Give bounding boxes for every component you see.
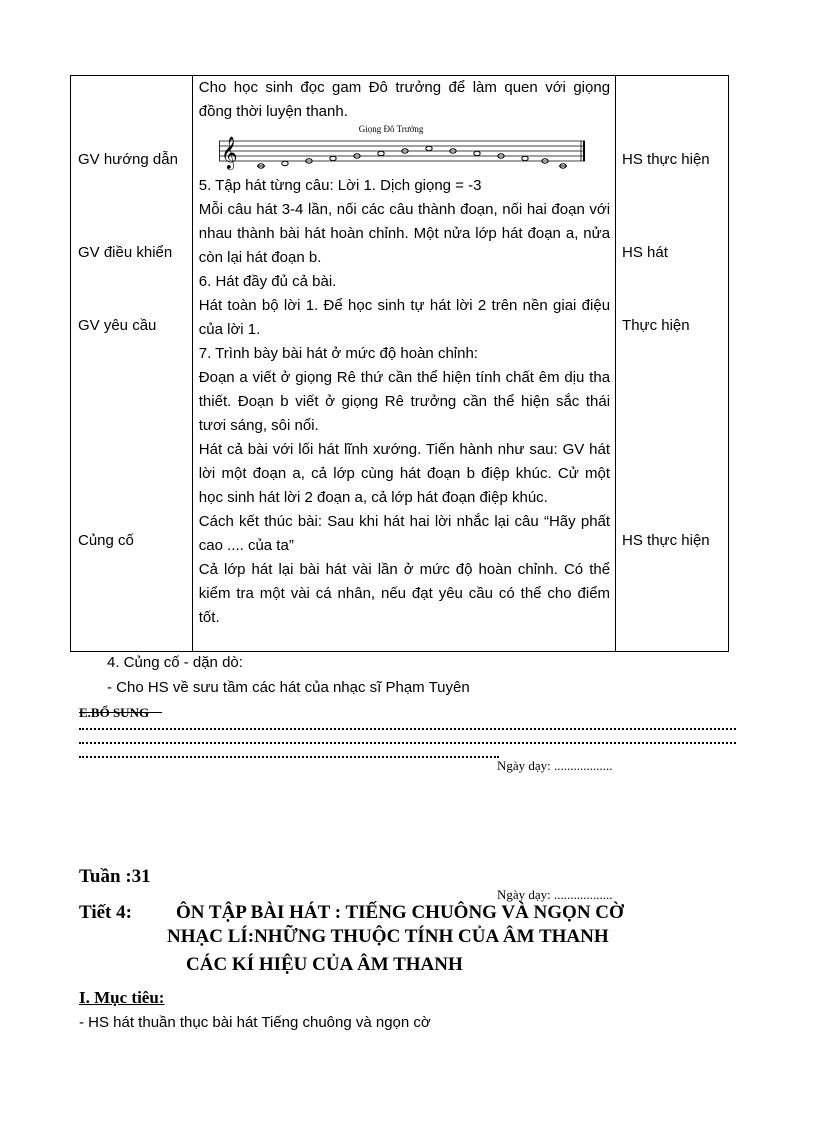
teacher-label-request: GV yêu cầu — [78, 317, 157, 334]
staff-title: Giọng Đô Trưởng — [358, 124, 424, 134]
dotted-line — [79, 756, 499, 758]
objectives-heading: I. Mục tiêu: — [79, 988, 165, 1007]
music-staff — [199, 124, 610, 174]
student-label-perform-2: HS thực hiện — [622, 532, 710, 549]
treble-staff-c-major-scale — [219, 135, 587, 171]
lesson-title-line-3: CÁC KÍ HIỆU CỦA ÂM THANH — [186, 954, 463, 975]
lesson-title-line-1: ÔN TẬP BÀI HÁT : TIẾNG CHUÔNG VÀ NGỌN CỜ — [176, 902, 624, 923]
teacher-activity-column — [71, 76, 193, 652]
teacher-label-control: GV điều khiển — [78, 244, 173, 261]
content-paragraph: Đoạn a viết ở giọng Rê thứ cần thể hiện tính chất êm dịu tha thiết. Đoạn b viết ở giọng Rê trưởng cần thể hiện sắc thái tươi sáng, sôi nổi. — [198, 369, 611, 434]
consolidation-item: - Cho HS về sưu tầm các hát của nhạc sĩ Phạm Tuyên — [107, 679, 470, 696]
content-paragraph: 7. Trình bày bài hát ở mức độ hoàn chỉnh: — [198, 345, 478, 362]
student-label-sing: HS hát — [622, 244, 668, 261]
objective-item: - HS hát thuần thục bài hát Tiếng chuông và ngọn cờ — [79, 1014, 431, 1031]
treble-clef-icon: 𝄞 — [220, 136, 238, 169]
lesson-date: Ngày dạy: .................. — [497, 887, 613, 902]
content-paragraph: 5. Tập hát từng câu: Lời 1. Dịch giọng = -3 — [198, 177, 482, 194]
week-label: Tuần :31 — [79, 866, 151, 887]
content-column — [192, 76, 615, 652]
content-paragraph: Cả lớp hát lại bài hát vài lần ở mức độ hoàn chỉnh. Có thể kiểm tra một vài cá nhân, nếu đạt yêu cầu có thể cho điểm tốt. — [198, 561, 611, 626]
student-label-perform: HS thực hiện — [622, 151, 710, 168]
supplement-date: Ngày dạy: .................. — [497, 758, 613, 773]
teacher-label-consolidate: Củng cố — [78, 532, 134, 549]
dotted-line — [79, 728, 736, 730]
student-activity-column — [616, 76, 729, 652]
lesson-number: Tiết 4: — [79, 902, 132, 923]
teacher-label-guide: GV hướng dẫn — [78, 151, 178, 168]
content-paragraph: Mỗi câu hát 3-4 lần, nối các câu thành đoạn, nối hai đoạn với nhau thành bài hát hoàn chỉnh. Một nửa lớp hát đoạn a, nửa còn lại hát đoạn b. — [198, 201, 611, 266]
content-paragraph: 6. Hát đầy đủ cả bài. — [198, 273, 337, 290]
content-paragraph: Cách kết thúc bài: Sau khi hát hai lời nhắc lại câu “Hãy phất cao .... của ta” — [198, 513, 611, 554]
content-paragraph: Hát toàn bộ lời 1. Để học sinh tự hát lời 2 trên nền giai điệu của lời 1. — [198, 297, 611, 338]
supplement-heading: E.BỔ SUNG — [79, 705, 150, 720]
content-paragraph: Hát cả bài với lối hát lĩnh xướng. Tiến hành như sau: GV hát lời một đoạn a, cả lớp cùng hát đoạn b điệp khúc. Cử một học sinh hát lời 2 đoạn a, cả lớp hát đoạn điệp khúc. — [198, 441, 611, 506]
lesson-activity-table — [70, 75, 729, 652]
dotted-line — [79, 742, 736, 744]
consolidation-heading: 4. Củng cố - dặn dò: — [107, 654, 243, 671]
content-paragraph: Cho học sinh đọc gam Đô trưởng để làm quen với giọng đồng thời luyện thanh. — [198, 79, 611, 120]
lesson-title-line-2: NHẠC LÍ:NHỮNG THUỘC TÍNH CỦA ÂM THANH — [167, 926, 609, 947]
student-label-do: Thực hiện — [622, 317, 690, 334]
